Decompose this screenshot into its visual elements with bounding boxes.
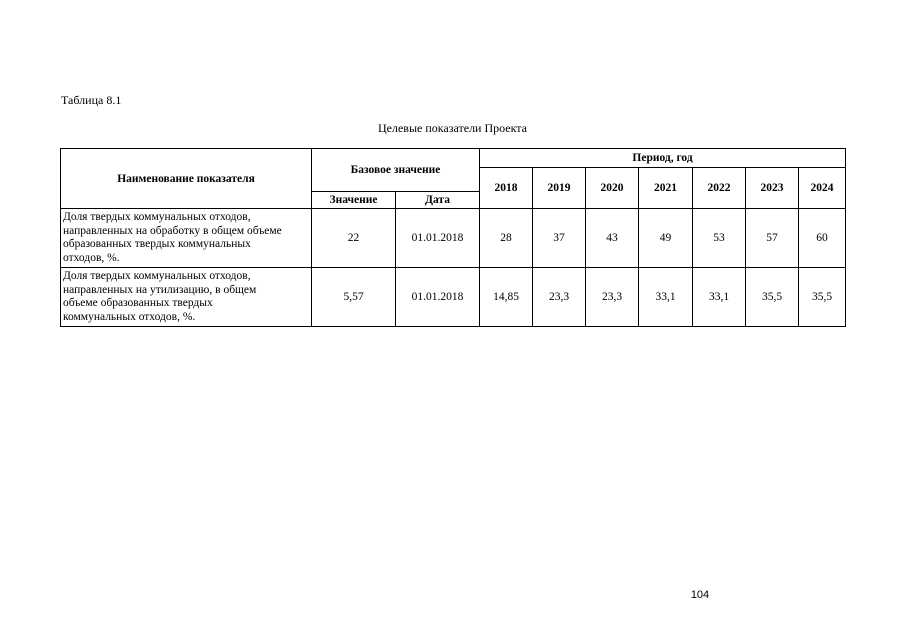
year-value-cell: 23,3 [533,268,586,327]
year-value-cell: 37 [533,209,586,268]
year-value-cell: 33,1 [693,268,746,327]
indicator-name-line: Доля твердых коммунальных отходов, [63,211,251,223]
year-value-cell: 23,3 [586,268,639,327]
page-number: 104 [690,589,710,601]
year-value-cell: 57 [746,209,799,268]
indicator-name-line: коммунальных отходов, %. [63,310,196,323]
indicator-name-line: образованных твердых коммунальных [63,238,251,250]
header-year: 2020 [586,168,639,209]
indicator-name [61,268,312,327]
year-value-cell: 53 [693,209,746,268]
header-base: Базовое значение [312,149,480,192]
table-row [61,268,846,327]
header-year: 2021 [639,168,693,209]
base-value-cell: 5,57 [312,268,396,327]
indicator-name-line: отходов, %. [63,251,120,264]
header-year: 2023 [746,168,799,209]
header-base-value: Значение [312,192,396,209]
year-value-cell: 43 [586,209,639,268]
base-date-cell: 01.01.2018 [396,209,480,268]
indicator-name-line: объеме образованных твердых [63,297,213,309]
header-year: 2024 [799,168,846,209]
indicator-name-line: направленных на утилизацию, в общем [63,283,257,296]
header-period: Период, год [480,149,846,168]
indicator-name-line: Доля твердых коммунальных отходов, [63,270,251,282]
year-value-cell: 14,85 [480,268,533,327]
indicators-table [60,148,846,327]
table-title: Целевые показатели Проекта [377,121,528,135]
table-caption: Таблица 8.1 [61,93,122,107]
year-value-cell: 33,1 [639,268,693,327]
header-base-date: Дата [396,192,480,209]
year-value-cell: 35,5 [799,268,846,327]
base-date-cell: 01.01.2018 [396,268,480,327]
header-year: 2019 [533,168,586,209]
year-value-cell: 60 [799,209,846,268]
base-value-cell: 22 [312,209,396,268]
year-value-cell: 35,5 [746,268,799,327]
header-name: Наименование показателя [61,149,312,209]
table-row [61,209,846,268]
year-value-cell: 49 [639,209,693,268]
header-year: 2018 [480,168,533,209]
year-value-cell: 28 [480,209,533,268]
indicator-name [61,209,312,268]
indicator-name-line: направленных на обработку в общем объеме [63,224,282,237]
header-year: 2022 [693,168,746,209]
